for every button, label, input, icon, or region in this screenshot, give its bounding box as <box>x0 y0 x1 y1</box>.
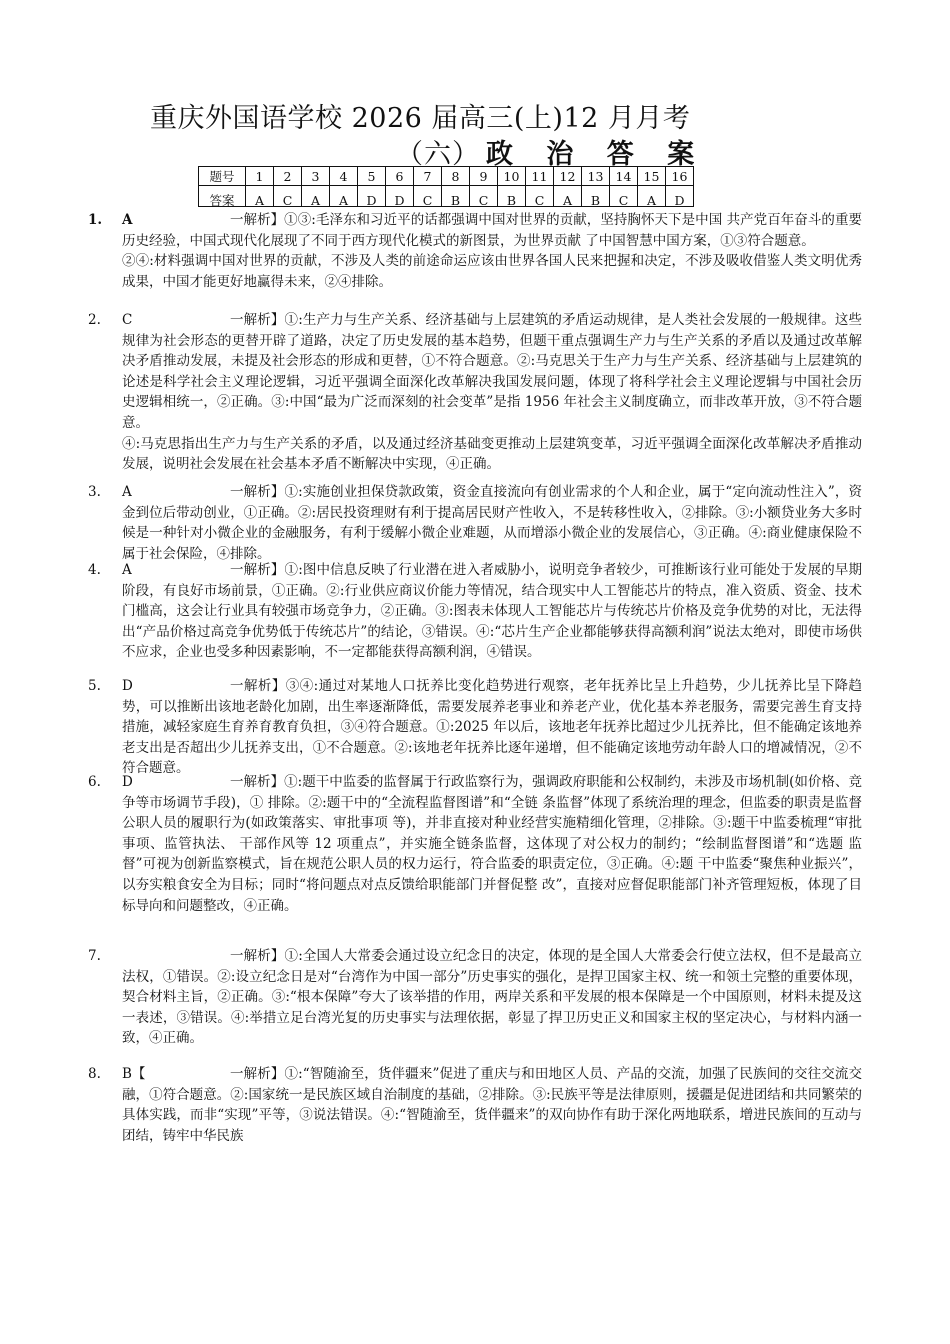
row-label-answer: 答案 <box>199 186 246 207</box>
explanation <box>122 1064 862 1146</box>
answer-cell: A <box>246 186 274 207</box>
explanation-paragraph: 一解析】①:题干中监委的监督属于行政监察行为，强调政府职能和公权制约，未涉及市场机制(如价格、竞争等市场调节手段)，① 排除。②:题干中的“全流程监督图谱”和“全链 条监督”体现了系统治理的理念，但监委的职责是监督公职人员的履职行为(如政策落实、审批事项 等)，并非直接对种业经营实施精细化管理，②排除。③:题干中监委梳理“审批事项、监管执法、 干部作风等 12 项重点”，并实施全链条监督，这体现了对公权力的制约；“绘制监督图谱”和“选题 监督”可视为创新监察模式，旨在规范公职人员的权力运行，符合监委的职责定位，③正确。④:题 干中监委“聚焦种业振兴”，以夯实粮食安全为目标；同时“将问题点对点反馈给职能部门并督促整 改”，直接对应督促职能部门补齐管理短板，体现了目标导向和问题整改，④正确。 <box>122 774 862 914</box>
question-number: 7. <box>88 948 101 964</box>
explanation-paragraph: ④:马克思指出生产力与生产关系的矛盾，以及通过经济基础变更推动上层建筑变革，习近平强调全面深化改革解决矛盾推动发展，说明社会发展在社会基本矛盾不断解决中实现，④正确。 <box>122 435 862 473</box>
number-cell: 9 <box>470 167 498 186</box>
explanation-paragraph: 一解析】③④:通过对某地人口抚养比变化趋势进行观察，老年抚养比呈上升趋势，少儿抚养比呈下降趋势，可以推断出该地老龄化加剧，出生率逐渐降低，需要发展养老事业和养老产业，优化基本养老服务，需要完善生育支持措施，减轻家庭生育养育教育负担，③④符合题意。①:2025 年以后，该地老年抚养比超过少儿抚养比，但不能确定该地养老支出是否超出少儿抚养支出，①不合题意。②:该地老年抚养比逐年递增，但不能确定该地劳动年龄人口的增减情况，②不符合题意。 <box>122 678 862 777</box>
number-cell: 12 <box>554 167 582 186</box>
question-number: 3. <box>88 484 101 500</box>
explanation-paragraph: 一解析】①:全国人大常委会通过设立纪念日的决定，体现的是全国人大常委会行使立法权，但不是最高立法权，①错误。②:设立纪念日是对“台湾作为中国一部分”历史事实的强化，是捍卫国家主权、统一和领土完整的重要体现，契合材料主旨，②正确。③:“根本保障”夸大了该举措的作用，两岸关系和平发展的根本保障是一个中国原则，材料未提及这一表述，③错误。④:举措立足台湾光复的历史事实与法理依据，彰显了捍卫历史正义和国家主权的坚定决心，与材料内涵一致，④正确。 <box>122 948 862 1047</box>
question-answer: B【 <box>122 1066 146 1082</box>
number-cell: 5 <box>358 167 386 186</box>
question-number: 5. <box>88 678 101 694</box>
answer-cell: A <box>638 186 666 207</box>
answer-cell: D <box>386 186 414 207</box>
answer-cell: C <box>274 186 302 207</box>
number-cell: 3 <box>302 167 330 186</box>
explanation <box>122 772 862 916</box>
answer-cell: C <box>470 186 498 207</box>
answer-cell: D <box>358 186 386 207</box>
number-cell: 13 <box>582 167 610 186</box>
question-answer: A <box>122 484 132 500</box>
question-answer: D <box>122 774 133 790</box>
subtitle-subject: 政 治 答 案 <box>486 139 707 170</box>
document-title: 重庆外国语学校 2026 届高三(上)12 月月考 <box>150 103 691 134</box>
answer-cell: C <box>526 186 554 207</box>
question-answer: D <box>122 678 133 694</box>
number-cell: 11 <box>526 167 554 186</box>
question-number: 2. <box>88 312 101 328</box>
question-answer: C <box>122 312 133 328</box>
question-number: 4. <box>88 562 101 578</box>
question-answer: A <box>122 212 133 228</box>
number-cell: 15 <box>638 167 666 186</box>
answer-cell: A <box>330 186 358 207</box>
number-cell: 14 <box>610 167 638 186</box>
answer-cell: B <box>498 186 526 207</box>
explanation <box>122 482 862 564</box>
number-cell: 4 <box>330 167 358 186</box>
explanation <box>122 560 862 663</box>
number-cell: 6 <box>386 167 414 186</box>
explanation <box>122 946 862 1049</box>
answer-cell: A <box>554 186 582 207</box>
answer-table-number-row <box>199 167 694 186</box>
explanation-paragraph: ②④:材料强调中国对世界的贡献，不涉及人类的前途命运应该由世界各国人民来把握和决定，不涉及吸收借鉴人类文明优秀成果，中国才能更好地赢得未来，②④排除。 <box>122 253 862 290</box>
number-cell: 16 <box>666 167 694 186</box>
number-cell: 1 <box>246 167 274 186</box>
explanation-paragraph: 一解析】①③:毛泽东和习近平的话都强调中国对世界的贡献，坚持胸怀天下是中国 共产党百年奋斗的重要历史经验，中国式现代化展现了不同于西方现代化模式的新图景，为世界贡献 了中国智慧中国方案，①③符合题意。 <box>122 212 862 249</box>
answer-table <box>198 166 694 207</box>
answer-cell: C <box>610 186 638 207</box>
answer-table-answer-row <box>199 186 694 207</box>
answer-cell: C <box>414 186 442 207</box>
row-label-number: 题号 <box>199 167 246 186</box>
question-number: 1. <box>88 212 103 228</box>
question-number: 8. <box>88 1066 101 1082</box>
explanation <box>122 310 862 475</box>
explanation-paragraph: 一解析】①:实施创业担保贷款政策，资金直接流向有创业需求的个人和企业，属于“定向流动性注入”，资金到位后带动创业，①正确。②:居民投资理财有利于提高居民财产性收入，不是转移性收入，②排除。③:小额贷业务大多时候是一种针对小微企业的金融服务，有利于缓解小微企业难题，从而增添小微企业的发展信心，③正确。④:商业健康保险不属于社会保险，④排除。 <box>122 484 862 562</box>
explanation <box>122 676 862 779</box>
explanation-paragraph: 一解析】①:生产力与生产关系、经济基础与上层建筑的矛盾运动规律，是人类社会发展的一般规律。这些规律为社会形态的更替开辟了道路，决定了历史发展的基本趋势，但题干重点强调生产力与生产关系的矛盾以及通过改革解决矛盾推动发展，未提及社会形态的形成和更替，①不符合题意。②:马克思关于生产力与生产关系、经济基础与上层建筑的论述是科学社会主义理论逻辑，习近平强调全面深化改革解决我国发展问题，体现了将科学社会主义理论逻辑与中国社会历史逻辑相统一，②正确。③:中国“最为广泛而深刻的社会变革”是指 1956 年社会主义制度确立，而非改革开放，③不符合题意。 <box>122 312 862 431</box>
number-cell: 2 <box>274 167 302 186</box>
explanation <box>122 210 862 292</box>
question-answer: A <box>122 562 132 578</box>
subtitle-number: （六） <box>396 139 480 170</box>
answer-cell: B <box>582 186 610 207</box>
explanation-paragraph: 一解析】①:“智随渝至，货伴疆来”促进了重庆与和田地区人员、产品的交流，加强了民族间的交往交流交融，①符合题意。②:国家统一是民族区域自治制度的基础，②排除。③:民族平等是法律原则，援疆是促进团结和共同繁荣的具体实践，而非“实现”平等，③说法错误。④:“智随渝至，货伴疆来”的双向协作有助于深化两地联系，增进民族间的互动与团结，铸牢中华民族 <box>122 1066 862 1144</box>
question-number: 6. <box>88 774 101 790</box>
answer-cell: B <box>442 186 470 207</box>
answer-cell: A <box>302 186 330 207</box>
number-cell: 8 <box>442 167 470 186</box>
answer-cell: D <box>666 186 694 207</box>
number-cell: 10 <box>498 167 526 186</box>
explanation-paragraph: 一解析】①:图中信息反映了行业潜在进入者威胁小，说明竞争者较少，可推断该行业可能处于发展的早期阶段，有良好市场前景，①正确。②:行业供应商议价能力等情况，结合现实中人工智能芯片的特点，准入资质、资金、技术门槛高，这会让行业具有较强市场竞争力，②正确。③:图表未体现人工智能芯片与传统芯片价格及竞争优势的对比，无法得出“产品价格过高竞争优势低于传统芯片”的结论，③错误。④:“芯片生产企业都能够获得高额利润”说法太绝对，即使市场供不应求，企业也受多种因素影响，不一定都能获得高额利润，④错误。 <box>122 562 862 661</box>
number-cell: 7 <box>414 167 442 186</box>
